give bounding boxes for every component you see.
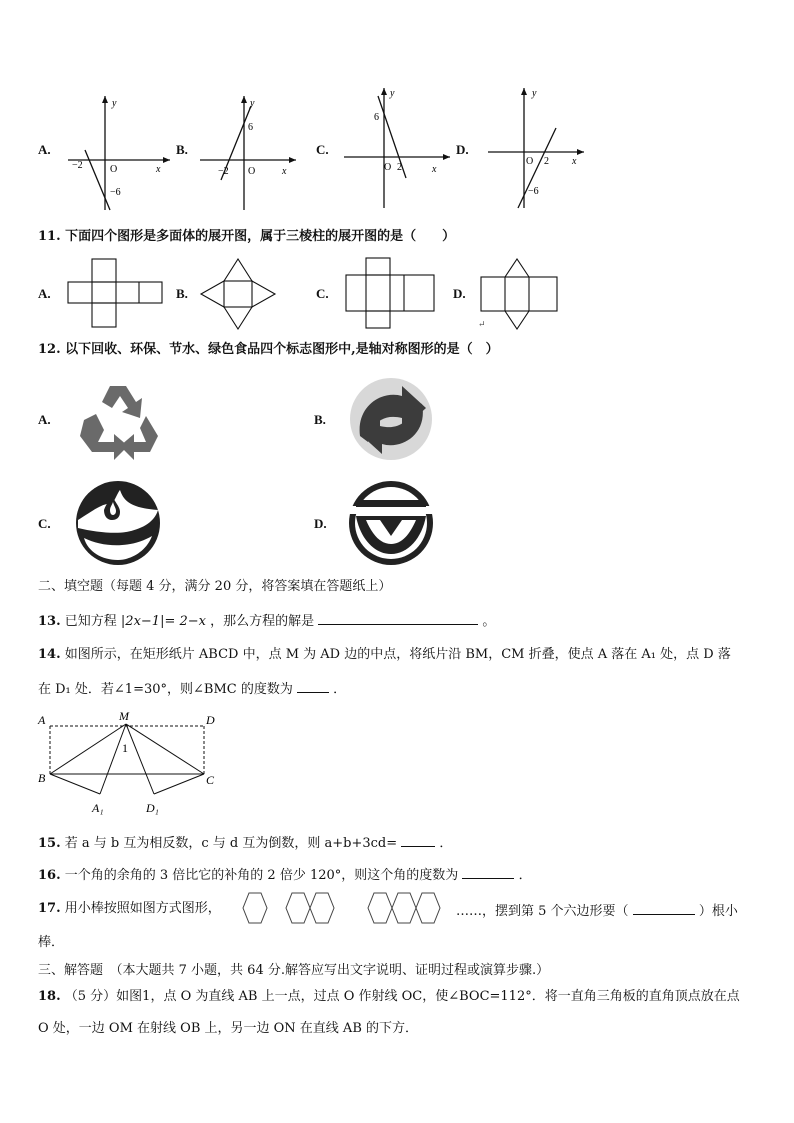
answer-blank[interactable] (297, 678, 329, 693)
q10-option-b[interactable]: B. (176, 142, 188, 157)
axis-label: x (432, 164, 437, 175)
point-label: D (206, 713, 215, 727)
q10-option-a[interactable]: A. (38, 142, 51, 157)
question-number: 13. (38, 614, 61, 629)
q17-suffix (456, 900, 738, 921)
q14-figure (34, 708, 224, 820)
q12-option-a[interactable]: A. (38, 412, 51, 427)
equation: |2x−1|= 2−x (120, 614, 206, 629)
axis-label: x (282, 166, 287, 177)
q11-option-b[interactable]: B. (176, 286, 188, 301)
point-label: A₁ (92, 801, 104, 815)
tick-label: −6 (110, 187, 121, 198)
axis-label: y (390, 88, 395, 99)
point-label: C (206, 773, 215, 787)
answer-blank[interactable] (462, 864, 514, 879)
q12-option-c[interactable]: C. (38, 516, 51, 531)
q12-option-d[interactable]: D. (314, 516, 327, 531)
hexagon-2 (286, 893, 334, 923)
recycle-icon (74, 380, 160, 462)
return-mark: ↵ (478, 320, 486, 330)
question-text: ……，摆到第 5 个六边形要（ (456, 904, 629, 919)
answer-blank[interactable] (633, 900, 695, 915)
tick-label: −2 (218, 166, 229, 177)
q17-line-2: 棒． (38, 935, 65, 950)
tick-label: 6 (248, 122, 253, 133)
hexagon-1 (243, 893, 267, 923)
point-label: D₁ (146, 801, 159, 815)
question-number: 11. (38, 229, 61, 244)
question-number: 18. (38, 989, 61, 1004)
answer-blank[interactable] (401, 832, 435, 847)
q15 (38, 832, 452, 853)
answer-blank[interactable] (318, 610, 478, 625)
q11-net-a (66, 255, 166, 331)
question-text: ）根小 (698, 904, 738, 919)
question-text: 若 a 与 b 互为相反数，c 与 d 互为倒数，则 a+b+3cd= (64, 836, 398, 851)
q10-option-c[interactable]: C. (316, 142, 329, 157)
question-number: 12. (38, 342, 61, 357)
question-text: ，那么方程的解是 (210, 614, 315, 629)
q11-net-c (342, 255, 438, 331)
q12-option-b[interactable]: B. (314, 412, 326, 427)
end-punct: ． (518, 868, 532, 883)
q17-prefix (38, 900, 221, 918)
tick-label: O (384, 162, 392, 173)
tick-label: O (248, 166, 256, 177)
tick-label: 2 (544, 156, 549, 167)
question-number: 14. (38, 647, 61, 662)
question-number: 16. (38, 868, 61, 883)
tick-label: O (526, 156, 534, 167)
green-food-icon (346, 478, 436, 566)
axis-label: x (156, 164, 161, 175)
axis-label: y (112, 98, 117, 109)
q14-line-2 (38, 678, 346, 699)
tick-label: −6 (528, 186, 539, 197)
q11-option-d[interactable]: D. (453, 286, 466, 301)
q18-line-1 (38, 988, 740, 1006)
q10-graph-a (60, 92, 175, 212)
axis-label: y (532, 88, 537, 99)
hexagon-pattern (234, 890, 456, 928)
q10-graph-c (340, 84, 455, 212)
water-saving-icon (74, 480, 162, 566)
question-text: 以下回收、环保、节水、绿色食品四个标志图形中,是轴对称图形的是（ ） (65, 342, 499, 357)
question-number: 15. (38, 836, 61, 851)
tick-label: 2 (397, 162, 402, 173)
angle-label: 1 (122, 741, 128, 755)
end-punct: 。 (482, 614, 496, 629)
q13 (38, 610, 495, 631)
q10-graph-b (196, 92, 301, 212)
point-label: A (38, 713, 46, 727)
point-label: B (38, 771, 46, 785)
q11-stem (38, 228, 455, 246)
q10-option-d[interactable]: D. (456, 142, 469, 157)
tick-label: −2 (72, 160, 83, 171)
end-punct: ． (333, 682, 347, 697)
hexagon-3 (368, 893, 440, 923)
q14-line-1 (38, 646, 731, 664)
q11-option-a[interactable]: A. (38, 286, 51, 301)
question-text: 一个角的余角的 3 倍比它的补角的 2 倍少 120°，则这个角的度数为 (64, 868, 459, 883)
axis-label: x (572, 156, 577, 167)
tick-label: 6 (374, 112, 379, 123)
section-2-title: 二、填空题（每题 4 分，满分 20 分，将答案填在答题纸上） (38, 579, 392, 594)
question-number: 17. (38, 901, 61, 916)
question-text: 已知方程 (64, 614, 117, 629)
tick-label: O (110, 164, 118, 175)
q16 (38, 864, 532, 885)
question-text: 在 D₁ 处．若∠1=30°，则∠BMC 的度数为 (38, 682, 293, 697)
environment-icon (346, 376, 436, 462)
q12-stem (38, 341, 499, 359)
question-text: 如图所示，在矩形纸片 ABCD 中，点 M 为 AD 边的中点，将纸片沿 BM，CM 折叠，使点 A 落在 A₁ 处，点 D 落 (64, 647, 731, 662)
question-text: 用小棒按照如图方式图形， (64, 901, 221, 916)
q18-line-2: O 处，一边 OM 在射线 OB 上，另一边 ON 在直线 AB 的下方． (38, 1021, 419, 1036)
end-punct: ． (439, 836, 453, 851)
question-text: 下面四个图形是多面体的展开图，属于三棱柱的展开图的是（ ） (65, 229, 456, 244)
q11-option-c[interactable]: C. (316, 286, 329, 301)
q11-net-b (198, 255, 280, 333)
axis-label: y (250, 98, 255, 109)
q11-net-d (477, 255, 561, 331)
q10-graph-d (484, 84, 594, 212)
section-3-title: 三、解答题 （本大题共 7 小题，共 64 分.解答应写出文字说明、证明过程或演算步骤.） (38, 963, 550, 978)
point-label: M (119, 709, 129, 723)
question-text: （5 分）如图1，点 O 为直线 AB 上一点，过点 O 作射线 OC，使∠BOC=112°．将一直角三角板的直角顶点放在点 (64, 989, 740, 1004)
